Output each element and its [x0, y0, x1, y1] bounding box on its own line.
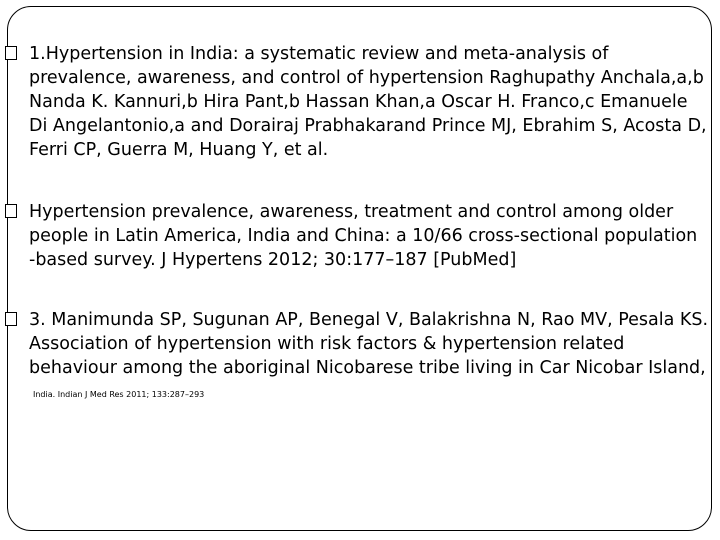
- bullet-box-icon: [5, 204, 17, 218]
- reference-item: [5, 200, 710, 272]
- reference-text: Hypertension prevalence, awareness, treatment and control among older people in Latin America, India and China: a 10/66 cross-sectional population -based survey. J Hypertens 2012; 30:177–187 [PubMed]: [29, 202, 698, 270]
- reference-text-container: [29, 308, 709, 404]
- reference-text: 3. Manimunda SP, Sugunan AP, Benegal V, Balakrishna N, Rao MV, Pesala KS. Association of hypertension with risk factors & hypertension related behaviour among the aboriginal Nicobarese tribe living in Car Nicobar Island,: [29, 310, 709, 378]
- reference-small-text: India. Indian J Med Res 2011; 133:287–293: [33, 390, 205, 399]
- bullet-box-icon: [5, 46, 17, 60]
- reference-text: 1.Hypertension in India: a systematic review and meta-analysis of prevalence, awareness, and control of hypertension Raghupathy Anchala,a,b Nanda K. Kannuri,b Hira Pant,b Hassan Khan,a Oscar H. Franco,c Emanuele Di Angelantonio,a and Dorairaj Prabhakarand Prince MJ, Ebrahim S, Acosta D, Ferri CP, Guerra M, Huang Y, et al.: [29, 44, 707, 160]
- bullet-box-icon: [5, 312, 17, 326]
- reference-item: [5, 308, 710, 404]
- reference-item: [5, 42, 710, 162]
